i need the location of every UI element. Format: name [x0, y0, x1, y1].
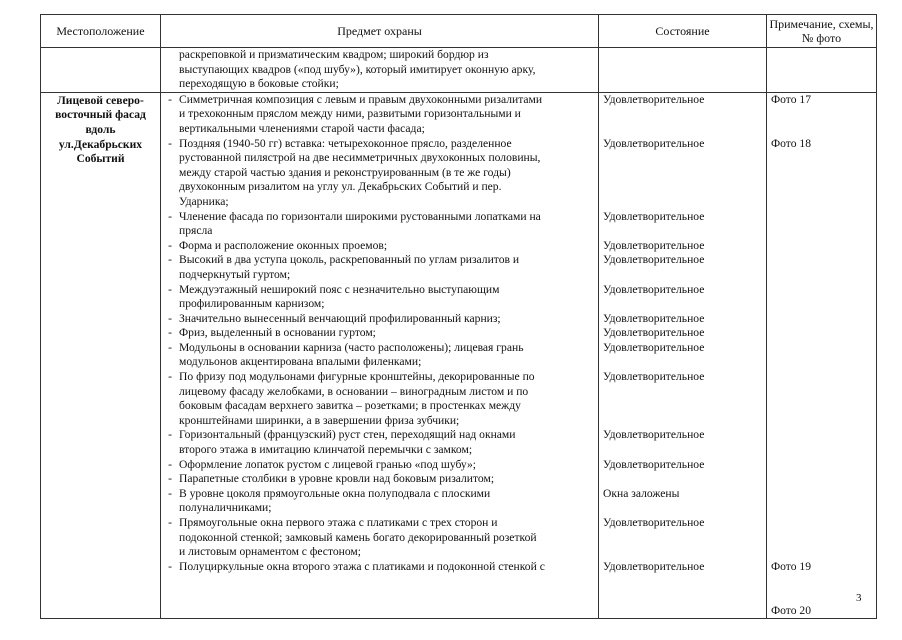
continuation-subject-cell: [161, 48, 599, 93]
subject-line: рустованной пилястрой на две несимметричных двухоконных половины,: [179, 151, 541, 165]
bullet-dash: -: [168, 457, 172, 471]
facade-row: [41, 92, 877, 618]
subject-line: подчеркнутый гуртом;: [179, 267, 291, 281]
subject-item: [161, 326, 595, 341]
subject-line: Ударника;: [179, 194, 229, 208]
header-subject: Предмет охраны: [161, 15, 599, 48]
bullet-dash: -: [168, 136, 172, 150]
state-value: Удовлетворительное: [603, 253, 705, 267]
bullet-dash: -: [168, 326, 172, 340]
state-value: Удовлетворительное: [603, 457, 705, 471]
subject-item: [161, 560, 595, 575]
state-value: Удовлетворительное: [603, 326, 705, 340]
state-value: Удовлетворительное: [603, 559, 705, 573]
state-value: Удовлетворительное: [603, 92, 705, 106]
subject-line: и листовым орнаментом с фестоном;: [179, 545, 361, 559]
state-cell: [599, 92, 767, 618]
state-value: Удовлетворительное: [603, 282, 705, 296]
note-value: Фото 19: [771, 559, 812, 573]
subject-item-cont: [161, 180, 595, 195]
subject-item: [161, 312, 595, 327]
subject-cell: [161, 92, 599, 618]
state-value: Удовлетворительное: [603, 428, 705, 442]
subject-item: [161, 458, 595, 473]
bullet-dash: -: [168, 92, 172, 106]
state-value: [603, 472, 766, 487]
state-value: Удовлетворительное: [603, 136, 705, 150]
subject-line: Фриз, выделенный в основании гуртом;: [179, 326, 376, 340]
note-cell: [767, 92, 877, 618]
subject-line: Горизонтальный (французский) руст стен, переходящий над окнами: [179, 428, 516, 442]
bullet-dash: -: [168, 340, 172, 354]
subject-item: [161, 253, 595, 268]
subject-line: В уровне цоколя прямоугольные окна полуподвала с плоскими: [179, 486, 491, 500]
subject-line: Парапетные столбики в уровне кровли над боковым ризалитом;: [179, 472, 495, 486]
subject-item: [161, 283, 595, 298]
subject-line: Полуциркульные окна второго этажа с платиками и подоконной стенкой с: [179, 559, 545, 573]
subject-item-cont: [161, 297, 595, 312]
location-line: восточный фасад: [55, 108, 146, 122]
subject-item: [161, 428, 595, 443]
subject-item: [161, 341, 595, 356]
subject-line: Высокий в два уступа цоколь, раскрепованный по углам ризалитов и: [179, 253, 520, 267]
subject-line: модульонов акцентирована впалыми филенками;: [179, 355, 422, 369]
header-note: Примечание, схемы, № фото: [767, 15, 877, 48]
bullet-dash: -: [168, 311, 172, 325]
bullet-dash: -: [168, 209, 172, 223]
location-line: ул.Декабрьских: [58, 137, 143, 151]
state-value: Удовлетворительное: [603, 370, 705, 384]
subject-line: Междуэтажный неширокий пояс с незначительно выступающим: [179, 282, 500, 296]
subject-line: между старой частью здания и реконструированным (в те же годы): [179, 165, 511, 179]
bullet-dash: -: [168, 253, 172, 267]
continuation-line: выступающих квадров («под шубу»), который имитирует оконную арку,: [179, 62, 536, 76]
note-value: Фото 18: [771, 136, 812, 150]
subject-item-cont: [161, 531, 595, 546]
note-value: Фото 20: [771, 603, 812, 617]
subject-item-cont: [161, 122, 595, 137]
continuation-location-cell: [41, 48, 161, 93]
subject-item-cont: [161, 268, 595, 283]
subject-line: вертикальными членениями старой части фасада;: [179, 121, 425, 135]
subject-item-cont: [161, 501, 595, 516]
bullet-dash: -: [168, 516, 172, 529]
subject-line: кронштейнами ширинки, а в завершении фриза зубчики;: [179, 413, 460, 427]
location-cell: [41, 92, 161, 618]
subject-item-cont: [161, 414, 595, 429]
subject-line: Оформление лопаток рустом с лицевой гранью «под шубу»;: [179, 457, 477, 471]
subject-item: [161, 472, 595, 487]
bullet-dash: -: [168, 472, 172, 486]
subject-line: Значительно вынесенный венчающий профилированный карниз;: [179, 311, 501, 325]
table-header-row: [41, 15, 877, 48]
subject-line: профилированным карнизом;: [179, 297, 325, 311]
continuation-row: [41, 48, 877, 93]
subject-item: [161, 239, 595, 254]
subject-line: Членение фасада по горизонтали широкими рустованными лопатками на: [179, 209, 541, 223]
state-value: Удовлетворительное: [603, 340, 705, 354]
bullet-dash: -: [168, 428, 172, 442]
continuation-state-cell: [599, 48, 767, 93]
subject-item-cont: [161, 166, 595, 181]
location-line: вдоль: [85, 122, 116, 136]
state-value: Удовлетворительное: [603, 209, 705, 223]
bullet-dash: -: [168, 282, 172, 296]
subject-item-cont: [161, 107, 595, 122]
header-state: Состояние: [599, 15, 767, 48]
subject-item: [161, 370, 595, 385]
subject-item-cont: [161, 195, 595, 210]
subject-item-cont: [161, 224, 595, 239]
page-number: 3: [856, 592, 862, 604]
subject-line: Форма и расположение оконных проемов;: [179, 238, 388, 252]
subject-item: [161, 210, 595, 225]
subject-item-cont: [161, 151, 595, 166]
subject-line: прясла: [179, 224, 213, 238]
subject-item-cont: [161, 385, 595, 400]
state-value: Удовлетворительное: [603, 311, 705, 325]
state-value: Окна заложены: [603, 486, 680, 500]
subject-item-cont: [161, 443, 595, 458]
subject-item: [161, 487, 595, 502]
bullet-dash: -: [168, 370, 172, 384]
state-value: Удовлетворительное: [603, 238, 705, 252]
continuation-line: раскреповкой и призматическим квадром; широкий бордюр из: [179, 48, 489, 61]
subject-line: По фризу под модульонами фигурные кронштейны, декорированные по: [179, 370, 535, 384]
state-value: Удовлетворительное: [603, 516, 705, 529]
subject-line: Модульоны в основании карниза (часто расположены); лицевая грань: [179, 340, 524, 354]
continuation-line: переходящую в боковые стойки;: [179, 77, 339, 91]
location-line: Событий: [76, 152, 125, 166]
subject-item-cont: [161, 399, 595, 414]
location-line: Лицевой северо-: [57, 93, 144, 107]
subject-item: [161, 516, 595, 531]
subject-line: полуналичниками;: [179, 501, 272, 515]
continuation-note-cell: [767, 48, 877, 93]
header-location: Местоположение: [41, 15, 161, 48]
subject-line: Поздняя (1940-50 гг) вставка: четырехоконное прясло, разделенное: [179, 136, 512, 150]
subject-line: лицевому фасаду желобками, в основании – виноградным листом и по: [179, 384, 529, 398]
protection-table: [40, 14, 877, 619]
subject-line: двухоконным ризалитом на углу ул. Декабрьских Событий и пер.: [179, 180, 502, 194]
subject-line: второго этажа в имитацию клинчатой перемычки с замком;: [179, 443, 473, 457]
subject-item-cont: [161, 545, 595, 560]
subject-line: Прямоугольные окна первого этажа с платиками с трех сторон и: [179, 516, 498, 529]
note-value: Фото 17: [771, 92, 812, 106]
subject-line: подоконной стенкой; замковый камень богато декорированный розеткой: [179, 530, 537, 544]
subject-line: и трехоконным пряслом между ними, развитыми горизонтальными и: [179, 107, 521, 121]
subject-line: Симметричная композиция с левым и правым двухоконными ризалитами: [179, 92, 543, 106]
subject-item-cont: [161, 355, 595, 370]
bullet-dash: -: [168, 238, 172, 252]
subject-item: [161, 93, 595, 108]
bullet-dash: -: [168, 486, 172, 500]
bullet-dash: -: [168, 559, 172, 573]
subject-item: [161, 137, 595, 152]
subject-line: боковым фасадам верхнего завитка – розетками; в простенках между: [179, 399, 521, 413]
